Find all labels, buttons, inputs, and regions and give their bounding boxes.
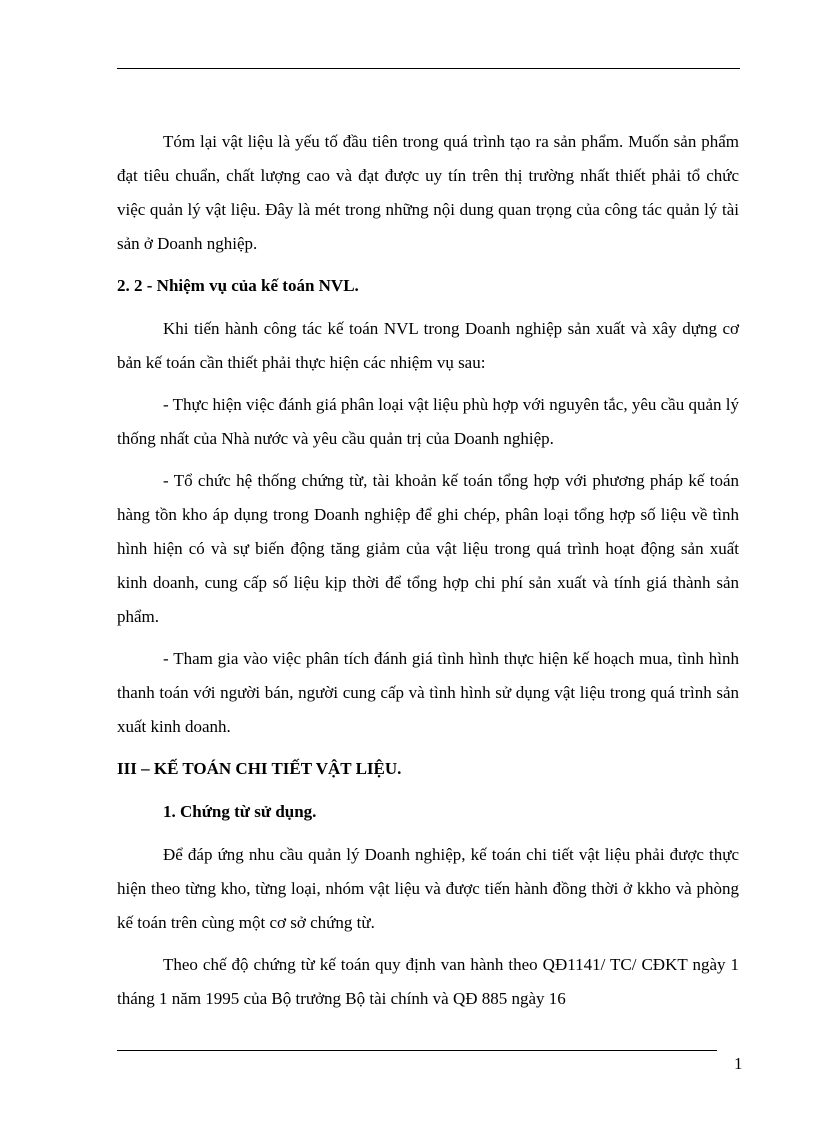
header-rule: [117, 68, 740, 69]
paragraph-task-1: - Thực hiện việc đánh giá phân loại vật liệu phù hợp với nguyên tắc, yêu cầu quản lý thống nhất của Nhà nước và yêu cầu quản trị của Doanh nghiệp.: [117, 395, 739, 448]
paragraph-intro-tasks: Khi tiến hành công tác kế toán NVL trong Doanh nghiệp sản xuất và xây dựng cơ bản kế toán cần thiết phải thực hiện các nhiệm vụ sau:: [117, 319, 739, 372]
paragraph-detail-accounting: Để đáp ứng nhu cầu quản lý Doanh nghiệp, kế toán chi tiết vật liệu phải được thực hiện theo từng kho, từng loại, nhóm vật liệu và được tiến hành đồng thời ở kkho và phòng kế toán trên cùng một cơ sở chứng từ.: [117, 845, 739, 932]
paragraph-task-2: - Tổ chức hệ thống chứng từ, tài khoản kế toán tổng hợp với phương pháp kế toán hàng tồn kho áp dụng trong Doanh nghiệp để ghi chép, phân loại tổng hợp số liệu về tình hình hiện có và sự biến động tăng giảm của vật liệu trong quá trình hoạt động sản xuất kinh doanh, cung cấp số liệu kịp thời để tổng hợp chi phí sản xuất và tính giá thành sản phẩm.: [117, 471, 739, 626]
paragraph-task-3: - Tham gia vào việc phân tích đánh giá tình hình thực hiện kế hoạch mua, tình hình thanh toán với người bán, người cung cấp và tình hình sử dụng vật liệu trong quá trình sản xuất kinh doanh.: [117, 649, 739, 736]
subsection-heading-1: 1. Chứng từ sử dụng.: [163, 802, 317, 821]
paragraph-summary: Tóm lại vật liệu là yếu tố đầu tiên trong quá trình tạo ra sản phẩm. Muốn sản phẩm đạt tiêu chuẩn, chất lượng cao và đạt được uy tín trên thị trường nhất thiết phải tổ chức việc quản lý vật liệu. Đây là mét trong những nội dung quan trọng của công tác quản lý tài sản ở Doanh nghiệp.: [117, 132, 739, 253]
section-heading-III: III – KẾ TOÁN CHI TIẾT VẬT LIỆU.: [117, 759, 402, 778]
paragraph-regulation: Theo chế độ chứng từ kế toán quy định van hành theo QĐ1141/ TC/ CĐKT ngày 1 tháng 1 năm 1995 của Bộ trưởng Bộ tài chính và QĐ 885 ngày 16: [117, 955, 739, 1008]
page-body: [117, 125, 739, 1024]
page-number: 1: [734, 1054, 743, 1073]
section-heading-2-2: 2. 2 - Nhiệm vụ của kế toán NVL.: [117, 276, 359, 295]
footer-rule: [117, 1050, 717, 1051]
